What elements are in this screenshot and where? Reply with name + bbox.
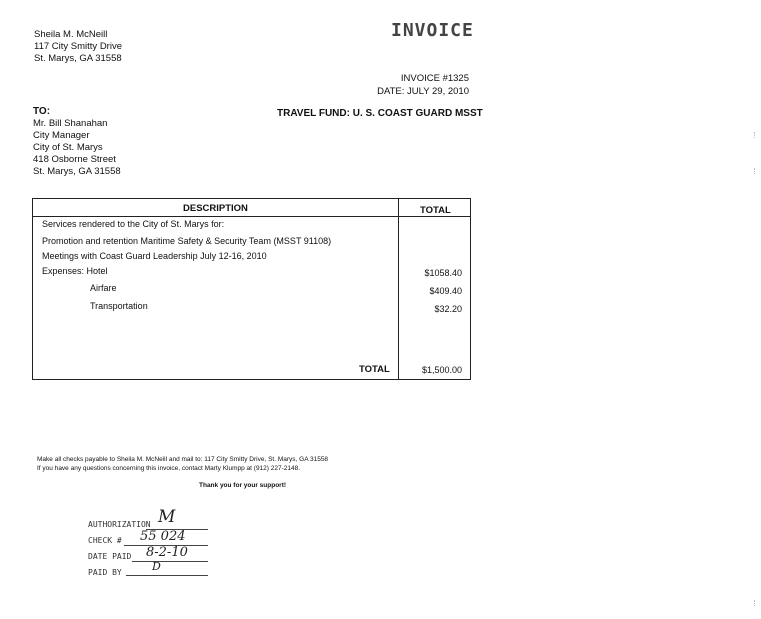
total-header: TOTAL [420, 205, 451, 216]
authorization-label: AUTHORIZATION [88, 520, 151, 529]
recipient-address [33, 118, 121, 178]
scan-mark [754, 132, 755, 138]
invoice-table [32, 198, 471, 380]
travel-fund-label: TRAVEL FUND: U. S. COAST GUARD MSST [277, 108, 483, 119]
invoice-date: DATE: JULY 29, 2010 [377, 86, 469, 97]
invoice-meta [377, 72, 469, 98]
to-label: TO: [33, 106, 51, 117]
authorization-signature: M [158, 507, 176, 527]
sender-name: Sheila M. McNeill [34, 29, 108, 40]
scan-mark [754, 600, 755, 606]
recipient-line: 418 Osborne Street [33, 154, 116, 165]
check-number-label: CHECK # [88, 536, 122, 545]
thank-you-note: Thank you for your support! [199, 482, 287, 489]
scan-mark [754, 168, 755, 174]
sender-address [34, 29, 122, 65]
date-paid-value: 8-2-10 [146, 545, 188, 560]
date-paid-label: DATE PAID [88, 552, 132, 561]
payment-instructions [37, 455, 328, 473]
invoice-number: INVOICE #1325 [400, 73, 469, 84]
paid-by-initials: D [152, 560, 161, 573]
recipient-line: City Manager [33, 130, 90, 141]
description-line: Airfare [90, 283, 117, 293]
description-line: Expenses: Hotel [42, 266, 108, 276]
recipient-line: City of St. Marys [33, 142, 103, 153]
recipient-line: Mr. Bill Shanahan [33, 118, 108, 129]
payment-stamp [88, 507, 188, 581]
questions-line: If you have any questions concerning this invoice, contact Marty Klumpp at (912) 227-2148. [37, 465, 301, 472]
paid-by-label: PAID BY [88, 568, 122, 577]
description-line: Transportation [90, 301, 148, 311]
header-divider [33, 216, 470, 217]
description-line: Meetings with Coast Guard Leadership July 12-16, 2010 [42, 251, 267, 261]
description-header: DESCRIPTION [183, 203, 248, 214]
description-line: Promotion and retention Maritime Safety & Security Team (MSST 91108) [42, 236, 332, 246]
column-divider [398, 199, 399, 379]
sender-street: 117 City Smitty Drive [34, 41, 122, 52]
total-label: TOTAL [359, 364, 390, 375]
sender-city: St. Marys, GA 31558 [34, 53, 122, 64]
payment-line: Make all checks payable to Sheila M. McNeill and mail to: 117 City Smitty Drive, St. Marys, GA 31558 [37, 456, 329, 463]
amount-transportation: $32.20 [434, 304, 462, 314]
amount-hotel: $1058.40 [424, 268, 462, 278]
recipient-line: St. Marys, GA 31558 [33, 166, 121, 177]
total-value: $1,500.00 [421, 365, 462, 375]
invoice-title: INVOICE [391, 20, 474, 41]
amount-airfare: $409.40 [429, 286, 462, 296]
description-line: Services rendered to the City of St. Marys for: [42, 219, 225, 229]
check-number-value: 55 024 [140, 529, 186, 544]
